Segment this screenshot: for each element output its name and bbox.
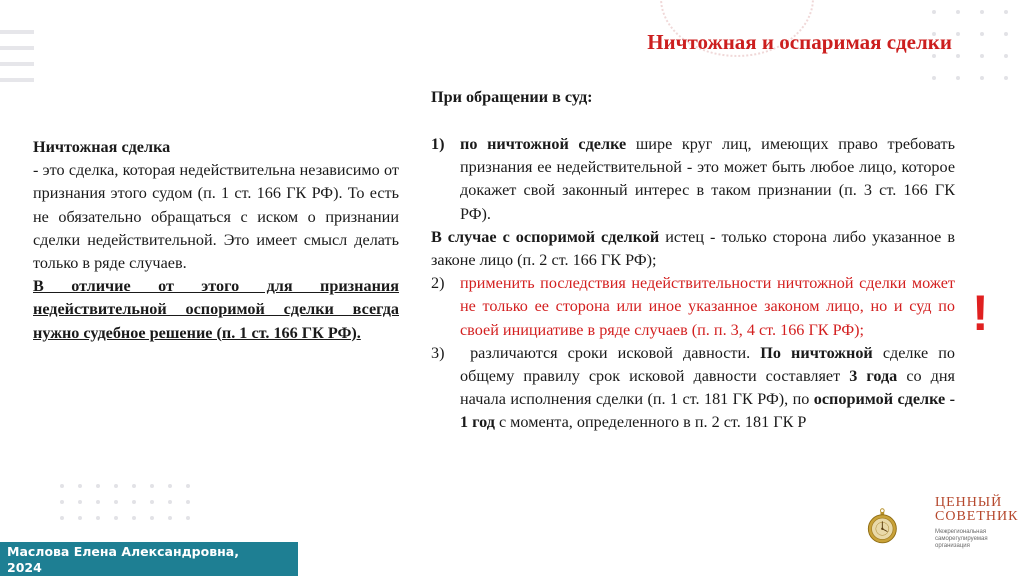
decorative-dot bbox=[96, 484, 100, 488]
decorative-dot bbox=[980, 54, 984, 58]
logo-name: ЦЕННЫЙ СОВЕТНИК bbox=[935, 495, 1019, 524]
decorative-dot bbox=[932, 76, 936, 80]
decorative-dot bbox=[1004, 32, 1008, 36]
list-item-2 bbox=[431, 272, 955, 342]
logo-subtitle: Межрегиональная саморегулируемая организация bbox=[935, 529, 988, 549]
item3-text-g: с момента, определенного в п. 2 ст. 181 ГК Р bbox=[494, 413, 807, 432]
decorative-dot bbox=[186, 484, 190, 488]
decorative-dot bbox=[956, 54, 960, 58]
item3-bold-d: 3 года bbox=[849, 367, 898, 386]
right-text-block bbox=[431, 133, 955, 435]
item3-bold-f: оспоримой сделке - 1 год bbox=[460, 390, 956, 432]
decorative-dot bbox=[60, 516, 64, 520]
decorative-dot bbox=[114, 484, 118, 488]
left-text-block bbox=[33, 136, 399, 345]
list-item-3 bbox=[431, 342, 955, 435]
decorative-dot bbox=[932, 10, 936, 14]
decorative-dot bbox=[956, 10, 960, 14]
decorative-dot bbox=[78, 484, 82, 488]
decorative-dot bbox=[114, 500, 118, 504]
item-number: 1) bbox=[431, 135, 445, 153]
decorative-dot bbox=[168, 500, 172, 504]
decorative-dot bbox=[980, 32, 984, 36]
left-emphasis: В отличие от этого для признания недействительной оспоримой сделки всегда нужно судебное решение (п. 1 ст. 166 ГК РФ). bbox=[33, 277, 399, 342]
case-text: истец - только сторона либо указанное в законе лицо (п. 2 ст. 166 ГК РФ); bbox=[431, 227, 956, 270]
slide-title: Ничтожная и оспаримая сделки bbox=[647, 30, 952, 54]
decorative-dot bbox=[132, 516, 136, 520]
decorative-dot bbox=[78, 500, 82, 504]
case-bold: В случае с оспоримой сделкой bbox=[431, 227, 660, 246]
decorative-dot bbox=[168, 516, 172, 520]
left-body: - это сделка, которая недействительна независимо от признания этого судом (п. 1 ст. 166 ГК РФ). То есть не обязательно обращаться с иском о признании сделки недействительной. Это имеет смысл делать только в ряде случаев. bbox=[33, 161, 399, 273]
decorative-dot bbox=[1004, 54, 1008, 58]
decorative-dot bbox=[114, 516, 118, 520]
footer-year: 2024 bbox=[7, 560, 42, 575]
decorative-dot bbox=[168, 484, 172, 488]
decorative-dot bbox=[186, 516, 190, 520]
decorative-dot bbox=[132, 484, 136, 488]
decorative-dot bbox=[150, 516, 154, 520]
decorative-dot bbox=[96, 500, 100, 504]
decorative-dot bbox=[60, 500, 64, 504]
pocket-watch-logo bbox=[866, 486, 936, 566]
item3-text-a: различаются сроки исковой давности. bbox=[470, 343, 761, 362]
decorative-dot bbox=[1004, 10, 1008, 14]
exclamation-icon: ! bbox=[972, 285, 989, 341]
decorative-dot bbox=[150, 484, 154, 488]
decorative-dot bbox=[132, 500, 136, 504]
decorative-dot bbox=[1004, 76, 1008, 80]
item1-text: шире круг лиц, имеющих право требовать признания ее недействительной - это может быть любое лицо, которое докажет свой законный интерес в таком признании (п. 3 ст. 166 ГК РФ). bbox=[460, 135, 955, 223]
item-number: 2) bbox=[431, 274, 445, 293]
item-number: 3) bbox=[431, 343, 445, 362]
left-heading: Ничтожная сделка bbox=[33, 138, 171, 156]
right-heading: При обращении в суд: bbox=[431, 88, 593, 106]
decorative-dot bbox=[78, 516, 82, 520]
decorative-dot bbox=[96, 516, 100, 520]
decorative-dot bbox=[60, 484, 64, 488]
decorative-dot bbox=[980, 10, 984, 14]
decorative-dot bbox=[186, 500, 190, 504]
item2-text: применить последствия недействительности ничтожной сделки может не только ее сторона или иное указанное законом лицо, но и суд по своей инициативе в ряде случаев (п. п. 3, 4 ст. 166 ГК РФ); bbox=[460, 274, 955, 339]
author-name: Маслова Елена Александровна, bbox=[7, 544, 239, 559]
decorative-dot bbox=[956, 32, 960, 36]
decorative-lines bbox=[0, 30, 34, 94]
decorative-dot bbox=[956, 76, 960, 80]
case-paragraph bbox=[431, 226, 955, 272]
decorative-dot bbox=[150, 500, 154, 504]
list-item-1 bbox=[431, 133, 955, 226]
author-footer bbox=[0, 542, 298, 576]
item1-bold: по ничтожной сделке bbox=[460, 135, 627, 153]
item3-text-e: со дня начала исполнения сделки (п. 1 ст. 181 ГК РФ), по bbox=[460, 367, 955, 409]
item3-text-c: сделке по общему правилу срок исковой давности составляет bbox=[460, 343, 955, 386]
decorative-dot bbox=[980, 76, 984, 80]
item3-bold-b: По ничтожной bbox=[760, 343, 873, 362]
